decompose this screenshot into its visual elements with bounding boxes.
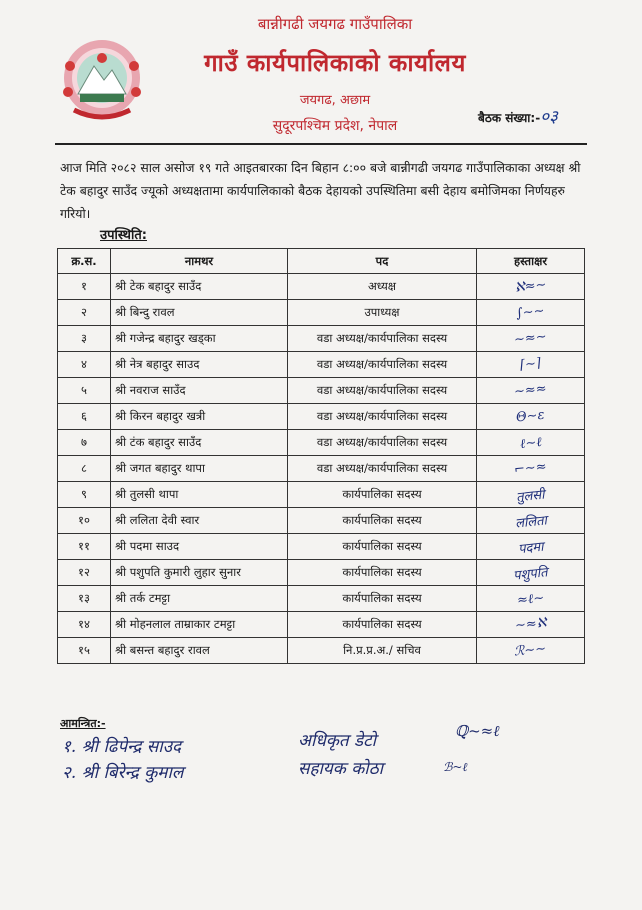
cell-post: उपाध्यक्ष	[288, 300, 477, 326]
col-header-sn: क्र.स.	[58, 249, 111, 274]
cell-post: वडा अध्यक्ष/कार्यपालिका सदस्य	[288, 378, 477, 404]
cell-sn: ५	[58, 378, 111, 404]
meeting-number-value: ०३	[540, 107, 558, 127]
signature-mark: ~≈~	[513, 329, 548, 348]
handwritten-note-1: अधिकृत डेटो	[298, 731, 377, 751]
cell-post: वडा अध्यक्ष/कार्यपालिका सदस्य	[288, 352, 477, 378]
handwritten-note-2: सहायक कोठा	[298, 759, 383, 779]
signature-mark: ℓ~ℓ	[518, 434, 543, 452]
cell-name: श्री ललिता देवी स्वार	[111, 508, 288, 534]
cell-sn: ७	[58, 430, 111, 456]
invited-label: आमन्त्रित:-	[60, 717, 106, 730]
signature-mark: ≈ℓ~	[516, 590, 545, 608]
cell-post: कार्यपालिका सदस्य	[288, 586, 477, 612]
cell-signature	[477, 352, 585, 378]
cell-post: कार्यपालिका सदस्य	[288, 560, 477, 586]
cell-post: अध्यक्ष	[288, 274, 477, 300]
cell-name: श्री नवराज साउँद	[111, 378, 288, 404]
signature-mark: ℵ≈~	[514, 277, 547, 296]
cell-name: श्री तुलसी थापा	[111, 482, 288, 508]
cell-name: श्री तर्क टमट्टा	[111, 586, 288, 612]
cell-sn: १५	[58, 638, 111, 664]
cell-signature	[477, 586, 585, 612]
cell-signature	[477, 300, 585, 326]
municipality-emblem	[58, 36, 146, 120]
cell-sn: ३	[58, 326, 111, 352]
cell-post: वडा अध्यक्ष/कार्यपालिका सदस्य	[288, 430, 477, 456]
table-row	[58, 534, 585, 560]
cell-signature	[477, 508, 585, 534]
office-title: गाउँ कार्यपालिकाको कार्यालय	[204, 49, 466, 77]
cell-signature	[477, 326, 585, 352]
signature-text: पशुपति	[512, 564, 549, 584]
cell-sn: ९	[58, 482, 111, 508]
table-row	[58, 560, 585, 586]
table-header-row	[58, 249, 585, 274]
cell-signature	[477, 638, 585, 664]
signature-text: ललिता	[514, 512, 548, 532]
cell-sn: १	[58, 274, 111, 300]
table-row	[58, 456, 585, 482]
cell-sn: २	[58, 300, 111, 326]
meeting-label: बैठक संख्या:-	[478, 111, 541, 125]
table-row	[58, 352, 585, 378]
table-row	[58, 404, 585, 430]
table-row	[58, 482, 585, 508]
cell-signature	[477, 378, 585, 404]
cell-sn: १०	[58, 508, 111, 534]
cell-post: कार्यपालिका सदस्य	[288, 534, 477, 560]
cell-sn: ८	[58, 456, 111, 482]
table-row	[58, 508, 585, 534]
invited-item-1: १. श्री ढिपेन्द्र साउद	[62, 737, 182, 757]
cell-signature	[477, 274, 585, 300]
cell-name: श्री बसन्त बहादुर रावल	[111, 638, 288, 664]
cell-sn: ४	[58, 352, 111, 378]
cell-post: कार्यपालिका सदस्य	[288, 482, 477, 508]
cell-signature	[477, 404, 585, 430]
cell-sn: ११	[58, 534, 111, 560]
cell-signature	[477, 534, 585, 560]
col-header-name: नामथर	[111, 249, 288, 274]
signature-text: तुलसी	[515, 487, 546, 505]
cell-signature	[477, 456, 585, 482]
cell-signature	[477, 430, 585, 456]
table-row	[58, 378, 585, 404]
cell-name: श्री टेक बहादुर साउँद	[111, 274, 288, 300]
table-row	[58, 430, 585, 456]
cell-post: नि.प्र.प्र.अ./ सचिव	[288, 638, 477, 664]
signature-mark: Θ~ε	[515, 407, 546, 426]
col-header-post: पद	[288, 249, 477, 274]
signature-mark: ℚ~≈ℓ	[455, 722, 500, 740]
cell-name: श्री नेत्र बहादुर साउद	[111, 352, 288, 378]
cell-post: वडा अध्यक्ष/कार्यपालिका सदस्य	[288, 456, 477, 482]
cell-name: श्री पदमा साउद	[111, 534, 288, 560]
signature-mark: ℛ~~	[513, 641, 548, 660]
attendance-table	[57, 248, 585, 664]
signature-mark: ℬ~ℓ	[443, 760, 468, 774]
signature-mark: ⌐~≈	[513, 459, 548, 478]
cell-post: कार्यपालिका सदस्य	[288, 612, 477, 638]
cell-name: श्री किरन बहादुर खत्री	[111, 404, 288, 430]
province-line: सुदूरपश्चिम प्रदेश, नेपाल	[272, 118, 398, 134]
location-line: जयगढ, अछाम	[299, 93, 371, 108]
cell-name: श्री जगत बहादुर थापा	[111, 456, 288, 482]
cell-sn: १३	[58, 586, 111, 612]
cell-signature	[477, 612, 585, 638]
cell-name: श्री पशुपति कुमारी लुहार सुनार	[111, 560, 288, 586]
cell-name: श्री गजेन्द्र बहादुर खड्का	[111, 326, 288, 352]
cell-post: कार्यपालिका सदस्य	[288, 508, 477, 534]
meeting-number	[478, 104, 558, 127]
signature-mark: ~≈≈	[513, 381, 548, 400]
cell-sn: १४	[58, 612, 111, 638]
signature-text: पदमा	[517, 539, 545, 557]
cell-name: श्री मोहनलाल ताम्राकार टमट्टा	[111, 612, 288, 638]
table-row	[58, 586, 585, 612]
presence-label: उपस्थिति:	[100, 228, 147, 243]
cell-post: वडा अध्यक्ष/कार्यपालिका सदस्य	[288, 326, 477, 352]
cell-sn: १२	[58, 560, 111, 586]
cell-post: वडा अध्यक्ष/कार्यपालिका सदस्य	[288, 404, 477, 430]
table-row	[58, 274, 585, 300]
table-row	[58, 638, 585, 664]
cell-name: श्री टंक बहादुर साउँद	[111, 430, 288, 456]
invited-item-2: २. श्री बिरेन्द्र कुमाल	[62, 763, 184, 783]
table-row	[58, 300, 585, 326]
col-header-signature: हस्ताक्षर	[477, 249, 585, 274]
intro-paragraph: आज मिति २०८२ साल असोज १९ गते आइतबारका दिन बिहान ८:०० बजे बान्नीगढी जयगढ गाउँपालिकाका अध्यक्ष श्री टेक बहादुर साउँद ज्यूको अध्यक्षतामा कार्यपालिकाको बैठक देहायको उपस्थितिमा बसी देहाय बमोजिमका निर्णयहरु गरियो।	[60, 160, 581, 221]
header-divider	[55, 143, 587, 145]
municipality-name: बान्नीगढी जयगढ गाउँपालिका	[257, 15, 413, 33]
signature-mark: ⌈~⌉	[519, 355, 542, 374]
signature-mark: ~≈ℵ	[514, 615, 547, 634]
cell-name: श्री बिन्दु रावल	[111, 300, 288, 326]
cell-sn: ६	[58, 404, 111, 430]
table-row	[58, 326, 585, 352]
signature-mark: ∫~~	[515, 303, 546, 322]
table-row	[58, 612, 585, 638]
cell-signature	[477, 482, 585, 508]
cell-signature	[477, 560, 585, 586]
